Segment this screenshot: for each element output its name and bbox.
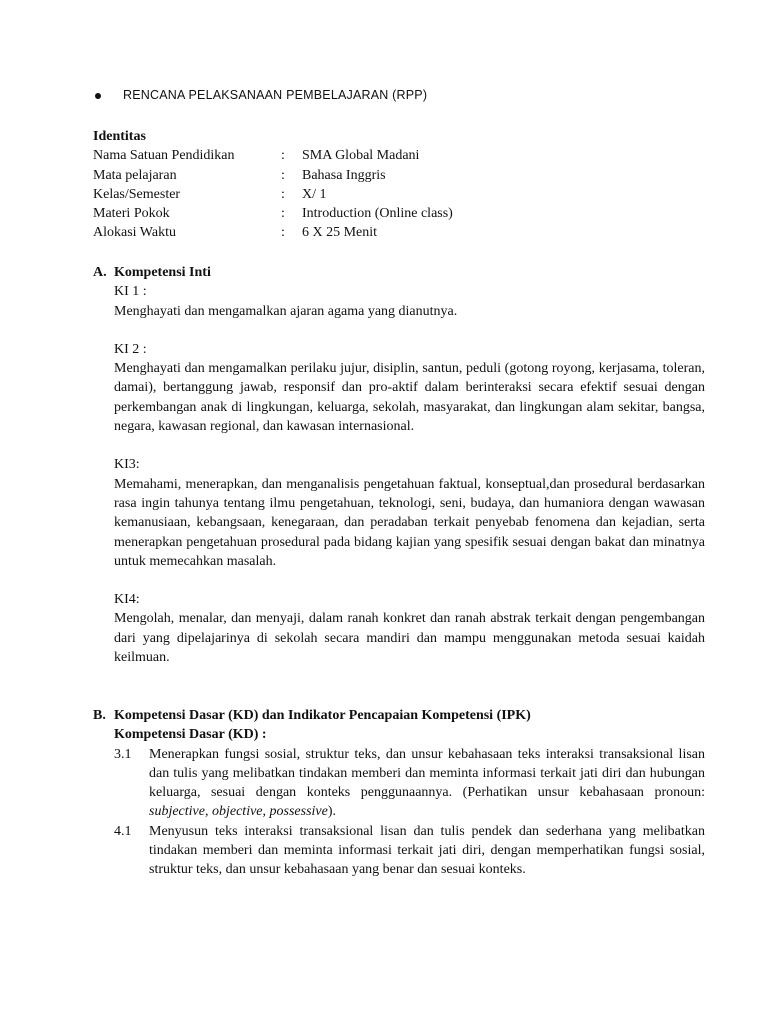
identitas-row [93, 223, 613, 242]
identitas-block [93, 127, 613, 243]
kd-number: 4.1 [114, 823, 132, 839]
kd-separator: , [262, 804, 270, 820]
section-title: Kompetensi Inti [114, 265, 211, 280]
document-header [93, 86, 427, 105]
identitas-label: Kelas/Semester [93, 186, 181, 202]
identitas-value: SMA Global Madani [302, 148, 420, 164]
ki-label: KI 2 : [114, 341, 147, 357]
ki-text: Menghayati dan mengamalkan ajaran agama yang dianutnya. [114, 303, 458, 319]
ki-label: KI3: [114, 457, 140, 473]
ki-label: KI 1 : [114, 284, 147, 300]
identitas-value: X/ 1 [302, 186, 327, 202]
identitas-value: Introduction (Online class) [302, 206, 453, 222]
kd-pronoun: subjective [149, 804, 205, 820]
ki-list [93, 282, 705, 667]
section-kompetensi-dasar [93, 706, 705, 880]
section-letter: A. [93, 265, 107, 280]
bullet-icon [95, 93, 101, 99]
kd-item [114, 745, 705, 822]
identitas-label: Alokasi Waktu [93, 225, 176, 241]
identitas-separator: : [281, 225, 285, 241]
identitas-label: Nama Satuan Pendidikan [93, 148, 235, 164]
identitas-value: Bahasa Inggris [302, 167, 386, 183]
identitas-label: Materi Pokok [93, 206, 170, 222]
identitas-row [93, 204, 613, 223]
kd-text: Menyusun teks interaksi transaksional lisan dan tulis pendek dan sederhana yang melibatkan tindakan memberi dan meminta informasi terkait jati diri, dengan memperhatikan fungsi sosial, struktur teks, dan unsur kebahasaan yang benar dan sesuai konteks. [149, 823, 705, 878]
kd-heading: Kompetensi Dasar (KD) : [114, 727, 267, 743]
identitas-separator: : [281, 148, 285, 164]
kd-item [114, 822, 705, 880]
kd-separator: , [204, 804, 212, 820]
identitas-value: 6 X 25 Menit [302, 225, 378, 241]
identitas-row [93, 166, 613, 185]
kd-text: Menerapkan fungsi sosial, struktur teks, dan unsur kebahasaan teks interaksi transaksional lisan dan tulis yang melibatkan tindakan memberi dan meminta informasi terkait jati diri dan hubungan keluarga, sesuai dengan konteks penggunaannya. (Perhatikan unsur kebahasaan pronoun: [149, 746, 705, 801]
section-kompetensi-inti [93, 263, 705, 667]
section-heading [93, 706, 705, 725]
section-title: Kompetensi Dasar (KD) dan Indikator Pencapaian Kompetensi (IPK) [114, 708, 531, 723]
kd-number: 3.1 [114, 746, 132, 762]
ki-text: Menghayati dan mengamalkan perilaku jujur, disiplin, santun, peduli (gotong royong, kerjasama, toleran, damai), bertanggung jawab, responsif dan pro-aktif dalam berinteraksi secara efektif sesuai dengan perkembangan anak di lingkungan, keluarga, sekolah, masyarakat, dan lingkungan alam sekitar, bangsa, negara, kawasan regional, dan kawasan internasional. [114, 361, 705, 435]
identitas-row [93, 146, 613, 165]
identitas-separator: : [281, 167, 285, 183]
identitas-row [93, 185, 613, 204]
identitas-label: Mata pelajaran [93, 167, 177, 183]
document-title: RENCANA PELAKSANAAN PEMBELAJARAN (RPP) [123, 88, 428, 102]
ki-label: KI4: [114, 592, 140, 608]
kd-pronoun: possessive [269, 804, 328, 820]
section-heading [93, 263, 705, 282]
kd-tail: ). [327, 804, 337, 820]
section-letter: B. [93, 708, 106, 723]
ki-text: Mengolah, menalar, dan menyaji, dalam ranah konkret dan ranah abstrak terkait dengan pengembangan dari yang dipelajarinya di sekolah secara mandiri dan mampu menggunakan metoda sesuai kaidah keilmuan. [114, 611, 705, 666]
kd-pronoun: objective [211, 804, 263, 820]
identitas-separator: : [281, 206, 285, 222]
ki-text: Memahami, menerapkan, dan menganalisis pengetahuan faktual, konseptual,dan prosedural berdasarkan rasa ingin tahunya tentang ilmu pengetahuan, teknologi, seni, budaya, dan humaniora dengan wawasan kemanusiaan, kebangsaan, kenegaraan, dan peradaban terkait penyebab fenomena dan kejadian, serta menerapkan pengetahuan prosedural pada bidang kajian yang spesifik sesuai dengan bakat dan minatnya untuk memecahkan masalah. [114, 476, 705, 569]
identitas-heading: Identitas [93, 129, 146, 144]
kd-list [93, 725, 705, 879]
identitas-separator: : [281, 186, 285, 202]
